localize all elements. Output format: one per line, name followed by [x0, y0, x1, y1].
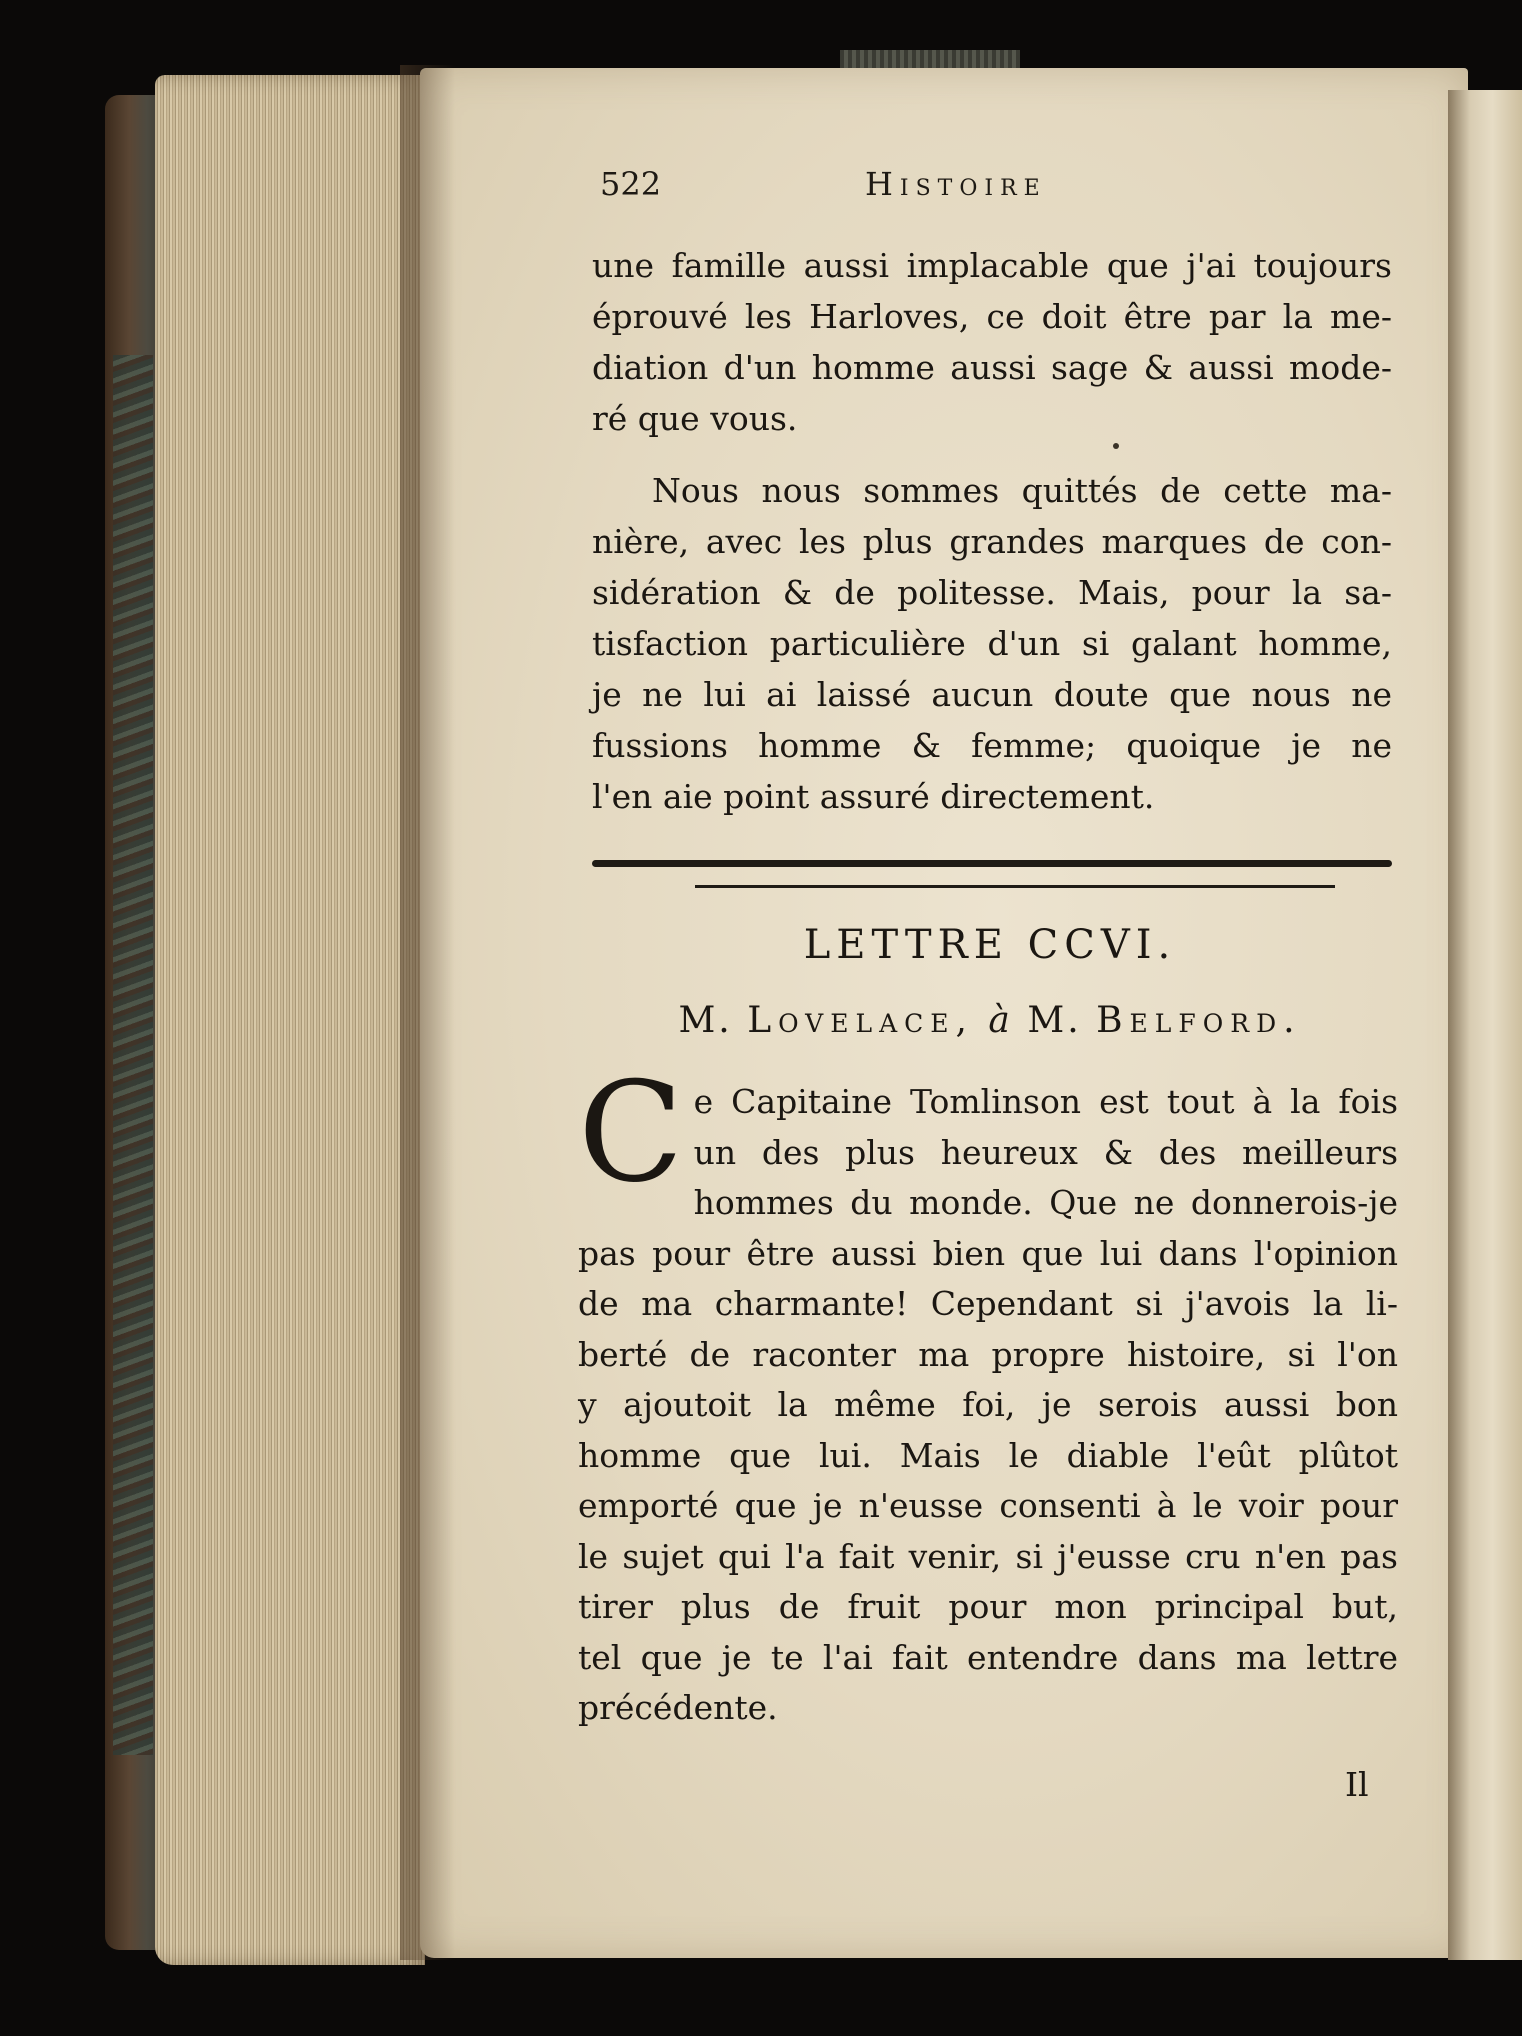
drop-cap: C	[578, 1052, 684, 1213]
text-line: tirer plus de fruit pour mon principal but,	[578, 1587, 1398, 1626]
sender-name: Lovelace,	[747, 1000, 974, 1041]
text-line: précédente.	[578, 1688, 778, 1727]
facing-page-edge	[1448, 90, 1522, 1960]
text-line: tisfaction particulière d'un si galant homme,	[592, 624, 1392, 663]
recipient-prefix: M.	[1027, 1000, 1082, 1041]
text-line: berté de raconter ma propre histoire, si l'on	[578, 1334, 1398, 1374]
text-line: éprouvé les Harloves, ce doit être par la me-	[592, 297, 1392, 336]
ink-speck	[1113, 443, 1119, 449]
letter-heading: LETTRE CCVI.	[803, 922, 1177, 968]
text-line: tel que je te l'ai fait entendre dans ma lettre	[578, 1637, 1398, 1677]
section-rule-thick	[592, 860, 1392, 867]
text-line: de ma charmante! Cependant si j'avois la li-	[578, 1284, 1398, 1323]
letter-body	[578, 1052, 1398, 1734]
text-line: l'en aie point assuré directement.	[592, 777, 1155, 816]
paragraph-closing	[592, 465, 1392, 822]
running-head	[600, 165, 1160, 205]
address-connector: à	[988, 1000, 1013, 1041]
letter-address	[580, 1000, 1400, 1041]
sender-prefix: M.	[678, 1000, 733, 1041]
recipient-name: Belford.	[1096, 1000, 1302, 1041]
text-line: je ne lui ai laissé aucun doute que nous ne	[592, 675, 1392, 714]
text-line: fussions homme & femme; quoique je ne	[592, 726, 1392, 765]
text-line: un des plus heureux & des meilleurs	[693, 1132, 1398, 1172]
text-line: pas pour être aussi bien que lui dans l'opinion	[578, 1233, 1398, 1273]
page-number: 522	[600, 165, 662, 203]
section-rule-thin	[695, 885, 1335, 888]
page-shadow	[400, 65, 455, 1960]
text-line: diation d'un homme aussi sage & aussi mode-	[592, 348, 1392, 387]
text-line: emporté que je n'eusse consenti à le voir pour	[578, 1486, 1398, 1525]
text-line: le sujet qui l'a fait venir, si j'eusse cru n'en pas	[578, 1536, 1398, 1576]
text-line: homme que lui. Mais le diable l'eût plûtot	[578, 1435, 1398, 1475]
text-line: y ajoutoit la même foi, je serois aussi bon	[578, 1385, 1398, 1424]
text-line: sidération & de politesse. Mais, pour la sa-	[592, 573, 1392, 612]
text-line: une famille aussi implacable que j'ai toujours	[592, 246, 1392, 285]
text-line: Nous nous sommes quittés de cette ma-	[652, 471, 1392, 510]
running-title: Histoire	[865, 165, 1047, 203]
text-line: ré que vous.	[592, 399, 798, 438]
catchword: Il	[1345, 1765, 1369, 1804]
page-block-edge	[155, 75, 425, 1965]
text-line: hommes du monde. Que ne donnerois-je	[693, 1183, 1398, 1222]
text-line: nière, avec les plus grandes marques de con-	[592, 522, 1392, 561]
paragraph-continued	[592, 240, 1392, 444]
text-line: e Capitaine Tomlinson est tout à la fois	[693, 1082, 1398, 1121]
